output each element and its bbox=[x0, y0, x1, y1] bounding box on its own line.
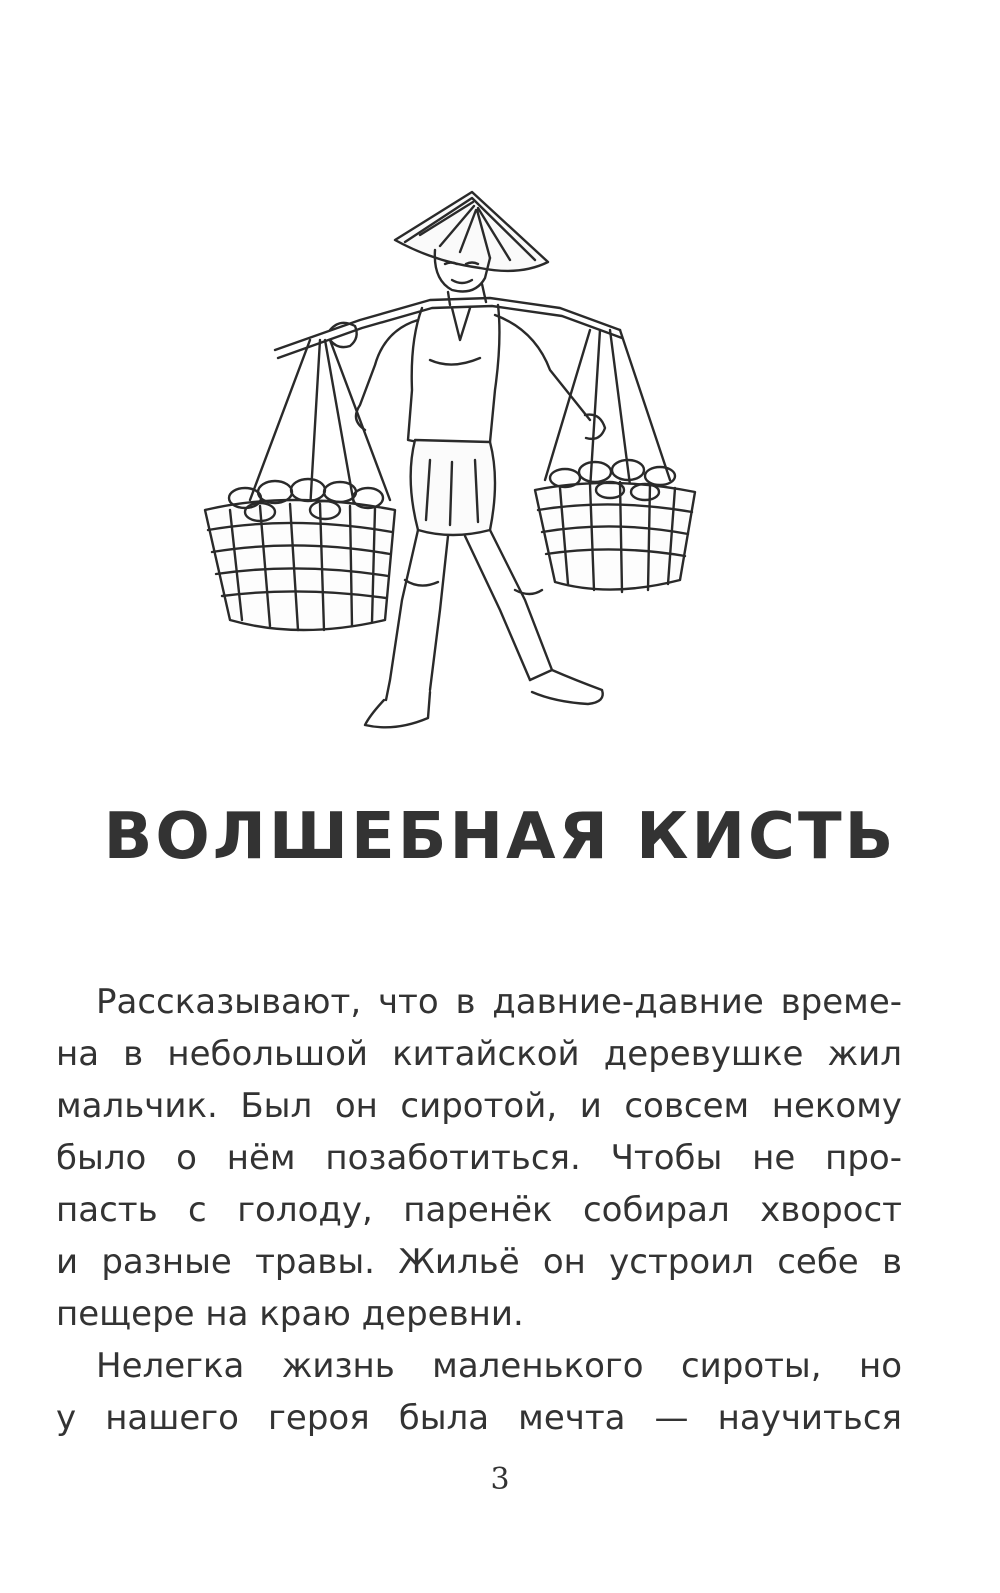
story-title: ВОЛШЕБНАЯ КИСТЬ bbox=[103, 800, 897, 874]
text-line: на в небольшой китайской деревушке жил bbox=[56, 1034, 902, 1074]
text-line: у нашего героя была мечта — научиться bbox=[56, 1398, 902, 1438]
text-line: Рассказывают, что в давние-давние време- bbox=[96, 982, 902, 1022]
text-line: пасть с голоду, паренёк собирал хворост bbox=[56, 1190, 902, 1230]
man-carrying-baskets-on-yoke-icon bbox=[190, 180, 710, 740]
paragraph bbox=[56, 1340, 902, 1444]
text-line: мальчик. Был он сиротой, и совсем некому bbox=[56, 1086, 902, 1126]
story-text bbox=[56, 976, 902, 1444]
text-line: пещере на краю деревни. bbox=[56, 1294, 524, 1334]
paragraph bbox=[56, 976, 902, 1340]
text-line: было о нём позаботиться. Чтобы не про- bbox=[56, 1138, 902, 1178]
text-line: Нелегка жизнь маленького сироты, но bbox=[96, 1346, 902, 1386]
page-number: 3 bbox=[490, 1462, 510, 1497]
text-line: и разные травы. Жильё он устроил себе в bbox=[56, 1242, 902, 1282]
